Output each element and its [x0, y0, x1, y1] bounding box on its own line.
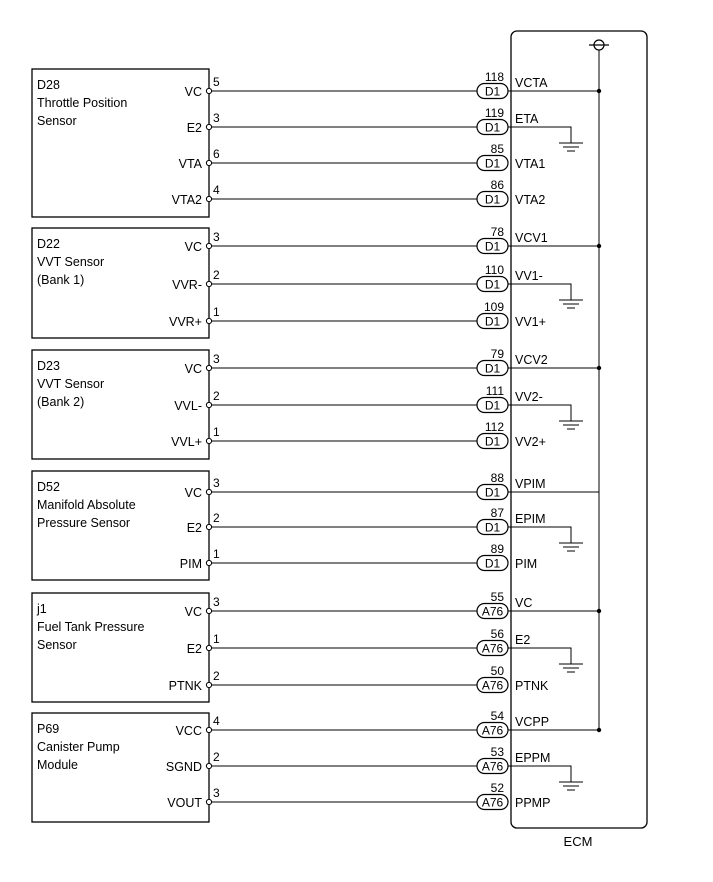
ground-icon [559, 543, 583, 551]
sensor-d52-pim-pin-number: 1 [213, 547, 220, 561]
sensor-p69-sgnd-pin-number: 2 [213, 750, 220, 764]
sensor-d52-pim-ecm-pin-number: 89 [490, 542, 504, 556]
sensor-p69-sgnd-ground-wire [508, 766, 571, 782]
sensor-d23-vc-pin-name: VC [184, 362, 202, 376]
sensor-d28-vta2-pin-name: VTA2 [171, 193, 202, 207]
sensor-p69-name-line: Module [37, 758, 78, 772]
sensor-p69-sgnd-ecm-pin-number: 53 [490, 745, 504, 759]
ecm-box [511, 31, 647, 828]
sensor-d22-vc-ecm-terminal: VCV1 [515, 231, 548, 245]
sensor-j1-e2-terminal-icon [206, 645, 211, 650]
sensor-d22-vvr-terminal-icon [206, 318, 211, 323]
sensor-d23-vc-ecm-terminal: VCV2 [515, 353, 548, 367]
sensor-p69-vout-connector-label: A76 [481, 795, 504, 810]
sensor-d28-vc-pin-number: 5 [213, 75, 220, 89]
sensor-d23-name-line: (Bank 2) [37, 395, 85, 409]
sensor-d52-pim-pin-name: PIM [179, 557, 202, 571]
sensor-j1-ptnk-connector-label: A76 [481, 678, 504, 693]
sensor-d23-vvl-pin-number: 2 [213, 389, 220, 403]
sensor-d52-e2-ecm-pin-number: 87 [490, 506, 504, 520]
sensor-d22-vc-pin-name: VC [184, 240, 202, 254]
sensor-d23-vvl-terminal-icon [206, 402, 211, 407]
sensor-j1-vc-connector-label: A76 [481, 604, 504, 619]
sensor-d28-vc-terminal-icon [206, 88, 211, 93]
sensor-d23-vvl-ground-wire [508, 405, 571, 421]
sensor-p69-vcc-connector-label: A76 [481, 723, 504, 738]
sensor-p69-sgnd-pin-name: SGND [165, 760, 202, 774]
sensor-d52-e2-connector-label: D1 [484, 520, 501, 535]
sensor-d22-vvr-pin-name: VVR- [172, 278, 202, 292]
sensor-p69-sgnd-ecm-terminal: EPPM [515, 751, 551, 765]
sensor-d23-name-line: VVT Sensor [37, 377, 105, 391]
sensor-j1-e2-ground-wire [508, 648, 571, 664]
sensor-d52-vc-connector-label: D1 [484, 485, 501, 500]
sensor-d28-e2-ecm-terminal: ETA [515, 112, 539, 126]
sensor-j1-vc-ecm-pin-number: 55 [490, 590, 504, 604]
sensor-d28-vta-pin-number: 6 [213, 147, 220, 161]
sensor-d28-vta2-ecm-terminal: VTA2 [515, 193, 546, 207]
sensor-j1-name-line: Fuel Tank Pressure [37, 620, 145, 634]
sensor-d52-vc-pin-number: 3 [213, 476, 220, 490]
ground-icon [559, 300, 583, 308]
sensor-p69-vout-pin-number: 3 [213, 786, 220, 800]
sensor-p69-vcc-pin-name: VCC [175, 724, 202, 738]
sensor-d22-vc-terminal-icon [206, 243, 211, 248]
sensor-d28-vta-terminal-icon [206, 160, 211, 165]
sensor-d28-vta2-connector-label: D1 [484, 192, 501, 207]
sensor-d28-e2-terminal-icon [206, 124, 211, 129]
sensor-d52-e2-pin-name: E2 [186, 521, 202, 535]
sensor-d22-vvr-terminal-icon [206, 281, 211, 286]
sensor-d22-name-line: VVT Sensor [37, 255, 105, 269]
sensor-d28-e2-ecm-pin-number: 119 [484, 106, 504, 120]
sensor-d23-vc-pin-number: 3 [213, 352, 220, 366]
sensor-p69-sgnd-terminal-icon [206, 763, 211, 768]
sensor-d23-vvl-connector-label: D1 [484, 434, 501, 449]
sensor-j1-vc-pin-number: 3 [213, 595, 220, 609]
sensor-d28-vta2-ecm-pin-number: 86 [490, 178, 504, 192]
sensor-p69-sgnd-connector-label: A76 [481, 759, 504, 774]
sensor-d23-vvl-ecm-pin-number: 112 [484, 420, 504, 434]
sensor-d23-vc-connector-label: D1 [484, 361, 501, 376]
sensor-d28-vta-ecm-terminal: VTA1 [515, 157, 546, 171]
sensor-p69-vcc-ecm-pin-number: 54 [490, 709, 504, 723]
sensor-d23-vvl-pin-number: 1 [213, 425, 220, 439]
sensor-j1-ptnk-ecm-pin-number: 50 [490, 664, 504, 678]
sensor-p69-vout-ecm-pin-number: 52 [490, 781, 504, 795]
sensor-d28-vc-pin-name: VC [184, 85, 202, 99]
sensor-j1-vc-ecm-terminal: VC [515, 596, 533, 610]
ecm-label: ECM [563, 834, 593, 849]
sensor-d22-vvr-pin-number: 1 [213, 305, 220, 319]
sensor-p69-id: P69 [37, 722, 60, 736]
ground-icon [559, 782, 583, 790]
sensor-p69-vcc-ecm-terminal: VCPP [515, 715, 550, 729]
sensor-d22-name-line: (Bank 1) [37, 273, 85, 287]
sensor-d23-vvl-ecm-terminal: VV2- [515, 390, 543, 404]
sensor-d22-vc-pin-number: 3 [213, 230, 220, 244]
sensor-d28-id: D28 [37, 78, 60, 92]
sensor-d28-vc-ecm-terminal: VCTA [515, 76, 548, 90]
sensor-d28-vc-ecm-pin-number: 118 [484, 70, 504, 84]
sensor-j1-ptnk-terminal-icon [206, 682, 211, 687]
sensor-d52-e2-terminal-icon [206, 524, 211, 529]
sensor-d52-vc-pin-name: VC [184, 486, 202, 500]
sensor-d22-vvr-ecm-pin-number: 110 [484, 263, 504, 277]
sensor-d52-e2-ground-wire [508, 527, 571, 543]
sensor-d22-vvr-connector-label: D1 [484, 277, 501, 292]
sensor-j1-ptnk-pin-number: 2 [213, 669, 220, 683]
sensor-p69-name-line: Canister Pump [37, 740, 120, 754]
sensor-j1-vc-terminal-icon [206, 608, 211, 613]
sensor-d22-vc-connector-label: D1 [484, 239, 501, 254]
sensor-d28-vta2-pin-number: 4 [213, 183, 220, 197]
sensor-j1-e2-pin-number: 1 [213, 632, 220, 646]
sensor-d52-vc-ecm-pin-number: 88 [490, 471, 504, 485]
sensor-d23-vvl-pin-name: VVL- [174, 399, 202, 413]
sensor-d28-vta-ecm-pin-number: 85 [490, 142, 504, 156]
sensor-d52-id: D52 [37, 480, 60, 494]
sensor-d23-vc-ecm-pin-number: 79 [490, 347, 504, 361]
sensor-p69-vout-terminal-icon [206, 799, 211, 804]
ground-icon [559, 664, 583, 672]
sensor-d28-e2-ground-wire [508, 127, 571, 143]
sensor-d23-vvl-ecm-terminal: VV2+ [515, 435, 546, 449]
sensor-j1-e2-ecm-pin-number: 56 [490, 627, 504, 641]
sensor-d28-vta2-terminal-icon [206, 196, 211, 201]
sensor-d23-vvl-ecm-pin-number: 111 [485, 384, 504, 398]
sensor-d23-id: D23 [37, 359, 60, 373]
sensor-d52-e2-ecm-terminal: EPIM [515, 512, 546, 526]
sensor-d28-e2-connector-label: D1 [484, 120, 501, 135]
sensor-d52-pim-ecm-terminal: PIM [515, 557, 538, 571]
sensor-d28-name-line: Throttle Position [37, 96, 128, 110]
sensor-d22-vc-ecm-pin-number: 78 [490, 225, 504, 239]
sensor-d22-vvr-pin-name: VVR+ [168, 315, 202, 329]
ground-icon [559, 143, 583, 151]
sensor-d52-name-line: Pressure Sensor [37, 516, 131, 530]
ground-icon [559, 421, 583, 429]
sensor-j1-ptnk-pin-name: PTNK [168, 679, 202, 693]
sensor-j1-vc-pin-name: VC [184, 605, 202, 619]
sensor-j1-e2-connector-label: A76 [481, 641, 504, 656]
sensor-d22-vvr-pin-number: 2 [213, 268, 220, 282]
sensor-d52-vc-ecm-terminal: VPIM [515, 477, 546, 491]
sensor-d28-name-line: Sensor [37, 114, 77, 128]
sensor-d22-vvr-connector-label: D1 [484, 314, 501, 329]
sensor-d28-vc-connector-label: D1 [484, 84, 501, 99]
sensor-d52-vc-terminal-icon [206, 489, 211, 494]
sensor-d22-vvr-ecm-terminal: VV1- [515, 269, 543, 283]
sensor-d52-name-line: Manifold Absolute [37, 498, 136, 512]
sensor-j1-name-line: Sensor [37, 638, 77, 652]
sensor-j1-e2-pin-name: E2 [186, 642, 202, 656]
sensor-d22-vvr-ground-wire [508, 284, 571, 300]
sensor-j1-e2-ecm-terminal: E2 [515, 633, 531, 647]
sensor-j1-ptnk-ecm-terminal: PTNK [515, 679, 549, 693]
sensor-d28-e2-pin-name: E2 [186, 121, 202, 135]
sensor-d23-vvl-pin-name: VVL+ [171, 435, 202, 449]
sensor-d22-vvr-ecm-pin-number: 109 [483, 300, 504, 314]
sensor-d23-vvl-connector-label: D1 [484, 398, 501, 413]
sensor-p69-vcc-terminal-icon [206, 727, 211, 732]
sensor-j1-id: j1 [37, 602, 47, 616]
sensor-d28-vta-connector-label: D1 [484, 156, 501, 171]
sensor-d52-pim-terminal-icon [206, 560, 211, 565]
sensor-p69-vcc-pin-number: 4 [213, 714, 220, 728]
sensor-p69-vout-ecm-terminal: PPMP [515, 796, 551, 810]
sensor-d52-pim-connector-label: D1 [484, 556, 501, 571]
sensor-d23-vc-terminal-icon [206, 365, 211, 370]
sensor-d22-vvr-ecm-terminal: VV1+ [515, 315, 546, 329]
sensor-blocks [32, 69, 220, 822]
sensor-d22-id: D22 [37, 237, 60, 251]
sensor-d23-vvl-terminal-icon [206, 438, 211, 443]
sensor-p69-vout-pin-name: VOUT [167, 796, 202, 810]
sensor-d28-vta-pin-name: VTA [178, 157, 202, 171]
sensor-d28-e2-pin-number: 3 [213, 111, 220, 125]
wires [212, 70, 601, 810]
sensor-d52-e2-pin-number: 2 [213, 511, 220, 525]
